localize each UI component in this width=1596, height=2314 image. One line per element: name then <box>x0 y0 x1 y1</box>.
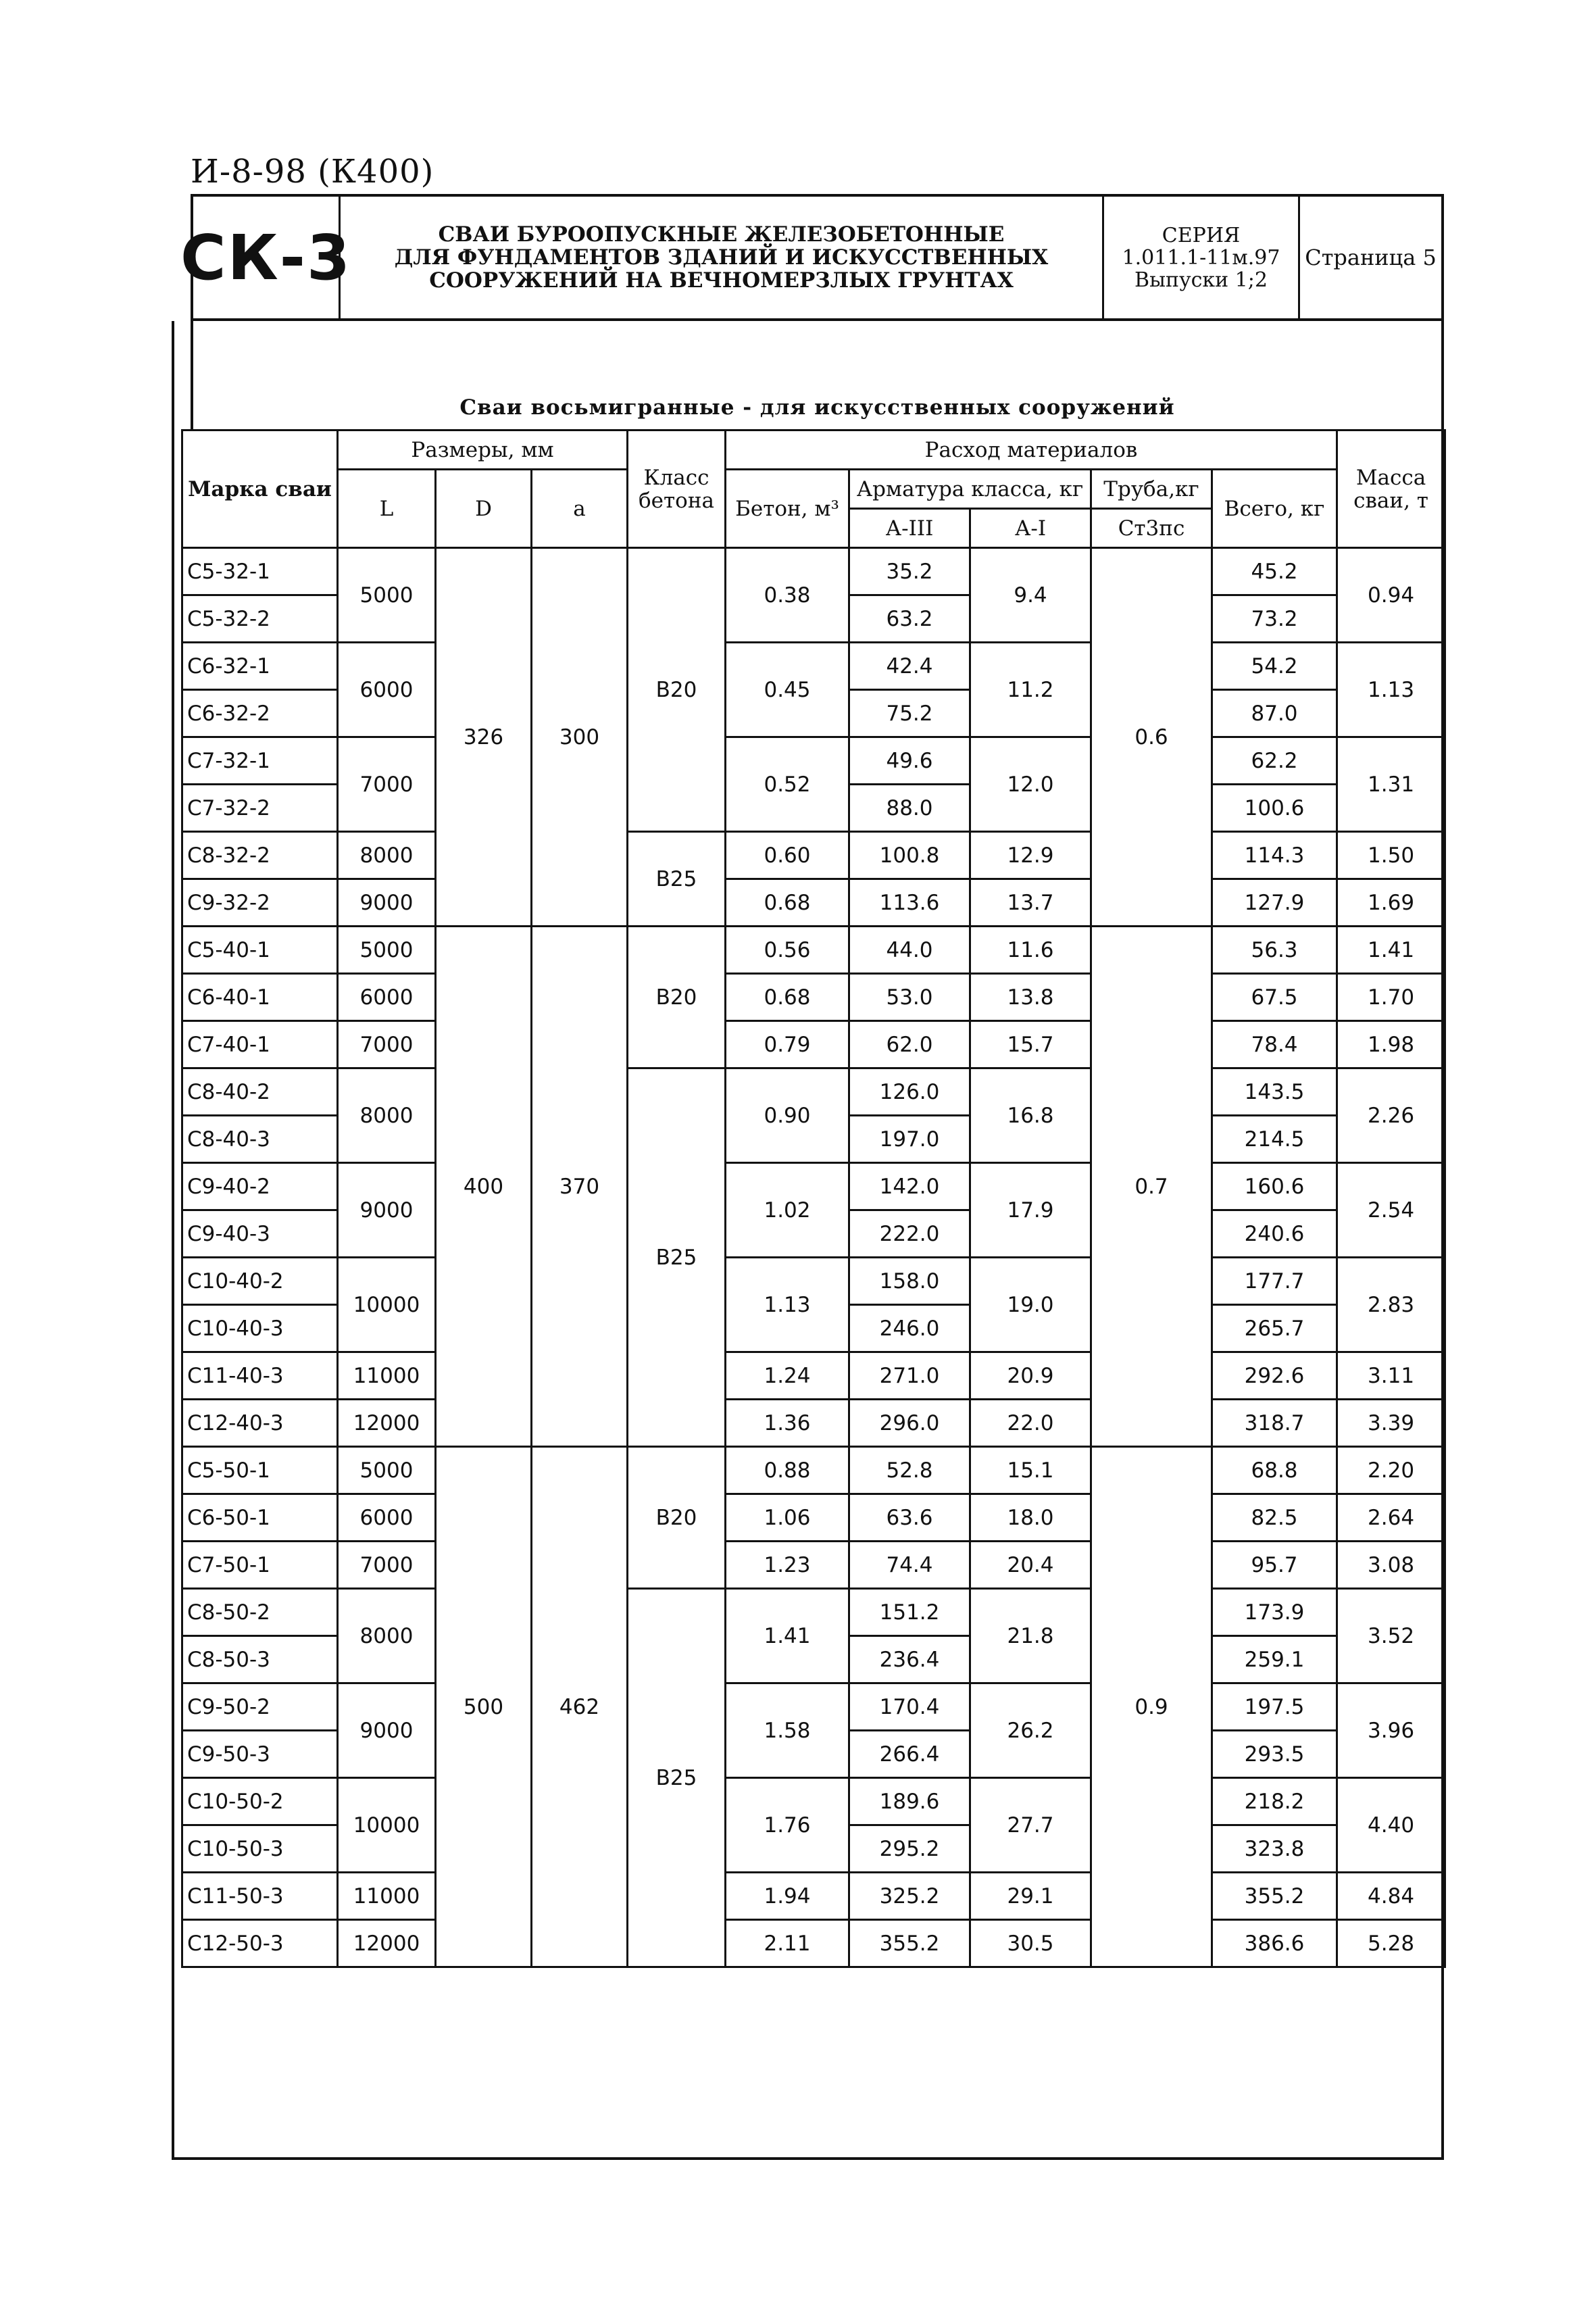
table-row <box>182 1494 1445 1542</box>
col-L: L <box>338 470 436 548</box>
rebar-a3: 63.2 <box>849 595 970 643</box>
rebar-a3: 88.0 <box>849 785 970 832</box>
col-total: Всего, кг <box>1212 470 1337 548</box>
pile-mass: 3.52 <box>1337 1589 1445 1683</box>
pile-mass: 5.28 <box>1337 1920 1445 1967</box>
rebar-a3: 296.0 <box>849 1400 970 1447</box>
concrete-volume: 0.45 <box>726 643 849 737</box>
pile-mass: 1.98 <box>1337 1021 1445 1068</box>
pile-mark: С5-32-1 <box>182 548 338 595</box>
document-title: СВАИ БУРООПУСКНЫЕ ЖЕЛЕЗОБЕТОННЫЕ ДЛЯ ФУНДАМЕНТОВ ЗДАНИЙ И ИСКУССТВЕННЫХ СООРУЖЕНИЙ НА ВЕЧНОМЕРЗЛЫХ ГРУНТАХ <box>341 197 1104 318</box>
total-weight: 177.7 <box>1212 1258 1337 1305</box>
col-mass: Масса сваи, т <box>1337 430 1445 548</box>
col-rebar-a1: А-I <box>970 509 1091 548</box>
total-weight: 265.7 <box>1212 1305 1337 1352</box>
rebar-a3: 170.4 <box>849 1683 970 1731</box>
col-pipe: Труба,кг <box>1091 470 1212 509</box>
table-row <box>182 1068 1445 1116</box>
table-row <box>182 1258 1445 1305</box>
total-weight: 323.8 <box>1212 1825 1337 1873</box>
concrete-volume: 0.68 <box>726 974 849 1021</box>
total-weight: 293.5 <box>1212 1731 1337 1778</box>
col-rebar-a3: А-III <box>849 509 970 548</box>
length-L: 10000 <box>338 1258 436 1352</box>
rebar-a1: 22.0 <box>970 1400 1091 1447</box>
size-a: 300 <box>532 548 628 927</box>
total-weight: 56.3 <box>1212 927 1337 974</box>
table-row <box>182 832 1445 879</box>
pile-mass: 1.41 <box>1337 927 1445 974</box>
rebar-a1: 11.2 <box>970 643 1091 737</box>
length-L: 7000 <box>338 1542 436 1589</box>
col-a: a <box>532 470 628 548</box>
rebar-a3: 271.0 <box>849 1352 970 1400</box>
pile-mark: С9-32-2 <box>182 879 338 927</box>
rebar-a3: 126.0 <box>849 1068 970 1116</box>
length-L: 9000 <box>338 1163 436 1258</box>
pile-mass: 0.94 <box>1337 548 1445 643</box>
series-info <box>1104 197 1300 318</box>
col-consumption: Расход материалов <box>726 430 1337 470</box>
concrete-volume: 1.41 <box>726 1589 849 1683</box>
col-concrete-class: Класс бетона <box>628 430 726 548</box>
rebar-a3: 113.6 <box>849 879 970 927</box>
total-weight: 386.6 <box>1212 1920 1337 1967</box>
rebar-a3: 295.2 <box>849 1825 970 1873</box>
pile-mass: 3.08 <box>1337 1542 1445 1589</box>
pile-mass: 4.84 <box>1337 1873 1445 1920</box>
rebar-a3: 236.4 <box>849 1636 970 1683</box>
col-D: D <box>436 470 532 548</box>
pile-mark: С11-40-3 <box>182 1352 338 1400</box>
diameter-D: 326 <box>436 548 532 927</box>
pile-mark: С11-50-3 <box>182 1873 338 1920</box>
rebar-a3: 49.6 <box>849 737 970 785</box>
total-weight: 318.7 <box>1212 1400 1337 1447</box>
concrete-volume: 2.11 <box>726 1920 849 1967</box>
pile-mark: С9-50-2 <box>182 1683 338 1731</box>
pile-mass: 1.31 <box>1337 737 1445 832</box>
pile-mark: С6-32-1 <box>182 643 338 690</box>
pile-mass: 1.69 <box>1337 879 1445 927</box>
rebar-a3: 197.0 <box>849 1116 970 1163</box>
total-weight: 95.7 <box>1212 1542 1337 1589</box>
pile-mark: С12-50-3 <box>182 1920 338 1967</box>
total-weight: 87.0 <box>1212 690 1337 737</box>
diameter-D: 500 <box>436 1447 532 1967</box>
concrete-volume: 1.23 <box>726 1542 849 1589</box>
rebar-a1: 26.2 <box>970 1683 1091 1778</box>
rebar-a1: 20.4 <box>970 1542 1091 1589</box>
rebar-a3: 35.2 <box>849 548 970 595</box>
table-body <box>182 548 1445 1967</box>
pile-mass: 1.70 <box>1337 974 1445 1021</box>
pile-mark: С5-32-2 <box>182 595 338 643</box>
concrete-volume: 0.79 <box>726 1021 849 1068</box>
total-weight: 114.3 <box>1212 832 1337 879</box>
pile-mark: С7-50-1 <box>182 1542 338 1589</box>
rebar-a3: 42.4 <box>849 643 970 690</box>
rebar-a3: 75.2 <box>849 690 970 737</box>
concrete-volume: 0.68 <box>726 879 849 927</box>
rebar-a1: 9.4 <box>970 548 1091 643</box>
rebar-a3: 355.2 <box>849 1920 970 1967</box>
length-L: 10000 <box>338 1778 436 1873</box>
total-weight: 62.2 <box>1212 737 1337 785</box>
document-code: И-8-98 (К400) <box>191 153 434 191</box>
pile-mass: 3.96 <box>1337 1683 1445 1778</box>
total-weight: 127.9 <box>1212 879 1337 927</box>
pile-mark: С5-40-1 <box>182 927 338 974</box>
pile-mark: С10-40-2 <box>182 1258 338 1305</box>
rebar-a1: 20.9 <box>970 1352 1091 1400</box>
length-L: 11000 <box>338 1352 436 1400</box>
length-L: 8000 <box>338 1589 436 1683</box>
concrete-class: В25 <box>628 1589 726 1967</box>
total-weight: 355.2 <box>1212 1873 1337 1920</box>
length-L: 8000 <box>338 1068 436 1163</box>
table-row <box>182 737 1445 785</box>
table-row <box>182 1920 1445 1967</box>
pile-mark: С7-40-1 <box>182 1021 338 1068</box>
series-issues: Выпуски 1;2 <box>1134 268 1268 292</box>
concrete-volume: 0.88 <box>726 1447 849 1494</box>
length-L: 7000 <box>338 737 436 832</box>
table-row <box>182 1873 1445 1920</box>
total-weight: 78.4 <box>1212 1021 1337 1068</box>
pile-mark: С6-50-1 <box>182 1494 338 1542</box>
rebar-a1: 18.0 <box>970 1494 1091 1542</box>
concrete-volume: 0.38 <box>726 548 849 643</box>
table-header <box>182 430 1445 548</box>
table-row <box>182 974 1445 1021</box>
length-L: 12000 <box>338 1920 436 1967</box>
length-L: 6000 <box>338 1494 436 1542</box>
concrete-class: В20 <box>628 548 726 832</box>
total-weight: 197.5 <box>1212 1683 1337 1731</box>
table-row <box>182 927 1445 974</box>
table-row <box>182 1447 1445 1494</box>
rebar-a3: 222.0 <box>849 1210 970 1258</box>
rebar-a1: 12.0 <box>970 737 1091 832</box>
page-number: Страница 5 <box>1305 245 1437 270</box>
rebar-a3: 158.0 <box>849 1258 970 1305</box>
rebar-a3: 325.2 <box>849 1873 970 1920</box>
pile-mark: С8-40-2 <box>182 1068 338 1116</box>
pile-mark: С7-32-2 <box>182 785 338 832</box>
rebar-a3: 74.4 <box>849 1542 970 1589</box>
concrete-class: В20 <box>628 927 726 1068</box>
concrete-volume: 1.06 <box>726 1494 849 1542</box>
length-L: 11000 <box>338 1873 436 1920</box>
size-a: 462 <box>532 1447 628 1967</box>
pipe-weight: 0.6 <box>1091 548 1212 927</box>
pile-mass: 2.64 <box>1337 1494 1445 1542</box>
rebar-a1: 13.7 <box>970 879 1091 927</box>
total-weight: 67.5 <box>1212 974 1337 1021</box>
table-row <box>182 548 1445 595</box>
pile-mark: С12-40-3 <box>182 1400 338 1447</box>
series-label: СЕРИЯ <box>1162 223 1241 247</box>
total-weight: 173.9 <box>1212 1589 1337 1636</box>
total-weight: 218.2 <box>1212 1778 1337 1825</box>
rebar-a3: 151.2 <box>849 1589 970 1636</box>
table-row <box>182 1021 1445 1068</box>
rebar-a1: 13.8 <box>970 974 1091 1021</box>
pile-mass: 2.54 <box>1337 1163 1445 1258</box>
rebar-a1: 15.1 <box>970 1447 1091 1494</box>
pile-mark: С10-50-3 <box>182 1825 338 1873</box>
table-row <box>182 1400 1445 1447</box>
concrete-volume: 1.58 <box>726 1683 849 1778</box>
pile-mass: 1.50 <box>1337 832 1445 879</box>
table-row <box>182 1163 1445 1210</box>
col-rebar: Арматура класса, кг <box>849 470 1091 509</box>
pipe-weight: 0.9 <box>1091 1447 1212 1967</box>
table-row <box>182 643 1445 690</box>
length-L: 9000 <box>338 1683 436 1778</box>
pile-mass: 4.40 <box>1337 1778 1445 1873</box>
concrete-class: В20 <box>628 1447 726 1589</box>
concrete-volume: 1.94 <box>726 1873 849 1920</box>
rebar-a1: 27.7 <box>970 1778 1091 1873</box>
rebar-a3: 63.6 <box>849 1494 970 1542</box>
concrete-volume: 0.90 <box>726 1068 849 1163</box>
length-L: 5000 <box>338 927 436 974</box>
table-subtitle: Сваи восьмигранные - для искусственных сооружений <box>459 395 1175 420</box>
pile-mass: 1.13 <box>1337 643 1445 737</box>
length-L: 5000 <box>338 548 436 643</box>
pile-mass: 3.11 <box>1337 1352 1445 1400</box>
pile-mark: С9-40-3 <box>182 1210 338 1258</box>
rebar-a3: 142.0 <box>849 1163 970 1210</box>
pile-mark: С9-50-3 <box>182 1731 338 1778</box>
concrete-volume: 1.02 <box>726 1163 849 1258</box>
total-weight: 160.6 <box>1212 1163 1337 1210</box>
title-block <box>180 194 1444 321</box>
pile-mark: С10-40-3 <box>182 1305 338 1352</box>
table-row <box>182 879 1445 927</box>
table-row <box>182 1542 1445 1589</box>
total-weight: 68.8 <box>1212 1447 1337 1494</box>
col-sizes: Размеры, мм <box>338 430 628 470</box>
table-row <box>182 1683 1445 1731</box>
rebar-a1: 15.7 <box>970 1021 1091 1068</box>
pile-mark: С8-50-2 <box>182 1589 338 1636</box>
rebar-a3: 53.0 <box>849 974 970 1021</box>
concrete-volume: 1.13 <box>726 1258 849 1352</box>
pile-mass: 2.26 <box>1337 1068 1445 1163</box>
series-number: 1.011.1-11м.97 <box>1122 245 1280 270</box>
rebar-a3: 62.0 <box>849 1021 970 1068</box>
concrete-volume: 0.60 <box>726 832 849 879</box>
length-L: 7000 <box>338 1021 436 1068</box>
concrete-volume: 1.76 <box>726 1778 849 1873</box>
rebar-a1: 30.5 <box>970 1920 1091 1967</box>
total-weight: 143.5 <box>1212 1068 1337 1116</box>
pile-mark: С6-40-1 <box>182 974 338 1021</box>
table-row <box>182 1589 1445 1636</box>
rebar-a3: 266.4 <box>849 1731 970 1778</box>
rebar-a1: 29.1 <box>970 1873 1091 1920</box>
length-L: 5000 <box>338 1447 436 1494</box>
pile-mark: С5-50-1 <box>182 1447 338 1494</box>
total-weight: 214.5 <box>1212 1116 1337 1163</box>
length-L: 9000 <box>338 879 436 927</box>
total-weight: 100.6 <box>1212 785 1337 832</box>
total-weight: 45.2 <box>1212 548 1337 595</box>
pile-mark: С9-40-2 <box>182 1163 338 1210</box>
table-row <box>182 1352 1445 1400</box>
pile-mark: С6-32-2 <box>182 690 338 737</box>
diameter-D: 400 <box>436 927 532 1447</box>
concrete-class: В25 <box>628 832 726 927</box>
concrete-volume: 0.56 <box>726 927 849 974</box>
length-L: 8000 <box>338 832 436 879</box>
pile-mass: 3.39 <box>1337 1400 1445 1447</box>
pile-mass: 2.83 <box>1337 1258 1445 1352</box>
pile-table <box>181 429 1446 1968</box>
col-mark: Марка сваи <box>182 430 338 548</box>
rebar-a1: 17.9 <box>970 1163 1091 1258</box>
size-a: 370 <box>532 927 628 1447</box>
col-pipe-steel: Ст3пс <box>1091 509 1212 548</box>
length-L: 6000 <box>338 643 436 737</box>
pile-mass: 2.20 <box>1337 1447 1445 1494</box>
length-L: 12000 <box>338 1400 436 1447</box>
total-weight: 54.2 <box>1212 643 1337 690</box>
rebar-a3: 44.0 <box>849 927 970 974</box>
pile-table-wrapper <box>181 429 1444 1968</box>
table-row <box>182 1778 1445 1825</box>
rebar-a3: 52.8 <box>849 1447 970 1494</box>
pipe-weight: 0.7 <box>1091 927 1212 1447</box>
total-weight: 240.6 <box>1212 1210 1337 1258</box>
pile-mark: С8-50-3 <box>182 1636 338 1683</box>
pile-mark: С7-32-1 <box>182 737 338 785</box>
rebar-a1: 11.6 <box>970 927 1091 974</box>
concrete-volume: 1.24 <box>726 1352 849 1400</box>
concrete-volume: 1.36 <box>726 1400 849 1447</box>
concrete-class: В25 <box>628 1068 726 1447</box>
series-logo: СК-3 <box>193 197 341 318</box>
rebar-a1: 19.0 <box>970 1258 1091 1352</box>
pile-mark: С8-40-3 <box>182 1116 338 1163</box>
rebar-a3: 246.0 <box>849 1305 970 1352</box>
concrete-volume: 0.52 <box>726 737 849 832</box>
pile-mark: С8-32-2 <box>182 832 338 879</box>
pile-mark: С10-50-2 <box>182 1778 338 1825</box>
total-weight: 82.5 <box>1212 1494 1337 1542</box>
rebar-a1: 21.8 <box>970 1589 1091 1683</box>
total-weight: 259.1 <box>1212 1636 1337 1683</box>
rebar-a1: 16.8 <box>970 1068 1091 1163</box>
rebar-a3: 100.8 <box>849 832 970 879</box>
rebar-a1: 12.9 <box>970 832 1091 879</box>
total-weight: 73.2 <box>1212 595 1337 643</box>
rebar-a3: 189.6 <box>849 1778 970 1825</box>
col-concrete-volume: Бетон, м³ <box>726 470 849 548</box>
length-L: 6000 <box>338 974 436 1021</box>
subtitle-block <box>191 321 1444 429</box>
total-weight: 292.6 <box>1212 1352 1337 1400</box>
